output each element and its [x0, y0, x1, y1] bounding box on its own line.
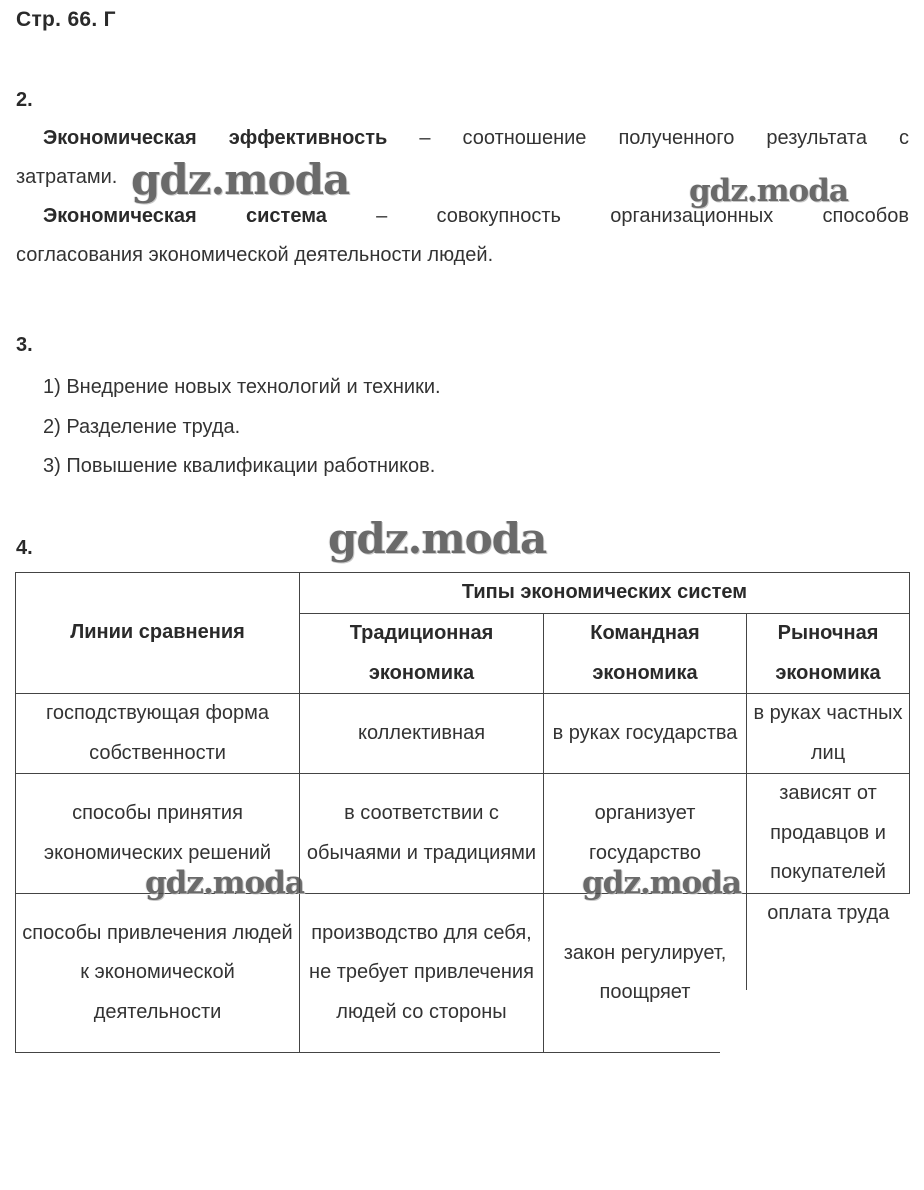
list-item: 1) Внедрение новых технологий и техники. [43, 376, 441, 398]
table-row [16, 694, 910, 774]
list-item: 2) Разделение труда. [43, 415, 241, 438]
section-3-list [43, 368, 441, 487]
table-cutoff [745, 990, 915, 1060]
column-header: Традиционная экономика [300, 614, 544, 694]
section-4-number: 4. [16, 537, 33, 559]
term-efficiency: Экономическая эффективность [43, 127, 388, 149]
section-3-number: 3. [16, 334, 33, 356]
page-title: Стр. 66. Г [16, 8, 116, 31]
definition-system: Экономическая система – совокупность организационных способов [43, 205, 909, 227]
definition-efficiency: Экономическая эффективность – соотношение полученного результата с [43, 127, 909, 149]
table-cell: закон регулирует, поощряет [544, 894, 747, 1053]
watermark: gdz.moda [131, 155, 350, 204]
column-header: Командная экономика [544, 614, 747, 694]
watermark: gdz.moda [328, 514, 547, 563]
term-system: Экономическая система [43, 205, 327, 227]
row-label: господствующая форма собственности [16, 694, 300, 774]
table-cell: организует государство [544, 774, 747, 894]
watermark: gdz.moda [145, 865, 304, 901]
table-cell: в руках частных лиц [747, 694, 910, 774]
section-2-text: Экономическая эффективность – соотношение полученного результата с затратами. Экономическая система – совокупность организационных способов согласования экономической деятельности людей. [16, 119, 909, 275]
watermark: gdz.moda [689, 173, 848, 209]
group-header: Типы экономических систем [300, 573, 910, 614]
table-cell: оплата труда [747, 894, 910, 1053]
table-cutoff [720, 1051, 920, 1061]
watermark: gdz.moda [582, 865, 741, 901]
table-cell: в соответствии с обычаями и традициями [300, 774, 544, 894]
list-item: 3) Повышение квалификации работников. [43, 455, 436, 477]
column-header: Рыночная экономика [747, 614, 910, 694]
row-label: способы привлечения людей к экономической деятельности [16, 894, 300, 1053]
table-cell: в руках государства [544, 694, 747, 774]
table-cell: зависят от продавцов и покупателей [747, 774, 910, 894]
table-cell: коллективная [300, 694, 544, 774]
table-cell: производство для себя, не требует привлечения людей со стороны [300, 894, 544, 1053]
section-2-number: 2. [16, 89, 33, 111]
row-header: Линии сравнения [16, 573, 300, 694]
row-label: способы принятия экономических решений [16, 774, 300, 894]
economic-systems-table [15, 572, 910, 1053]
